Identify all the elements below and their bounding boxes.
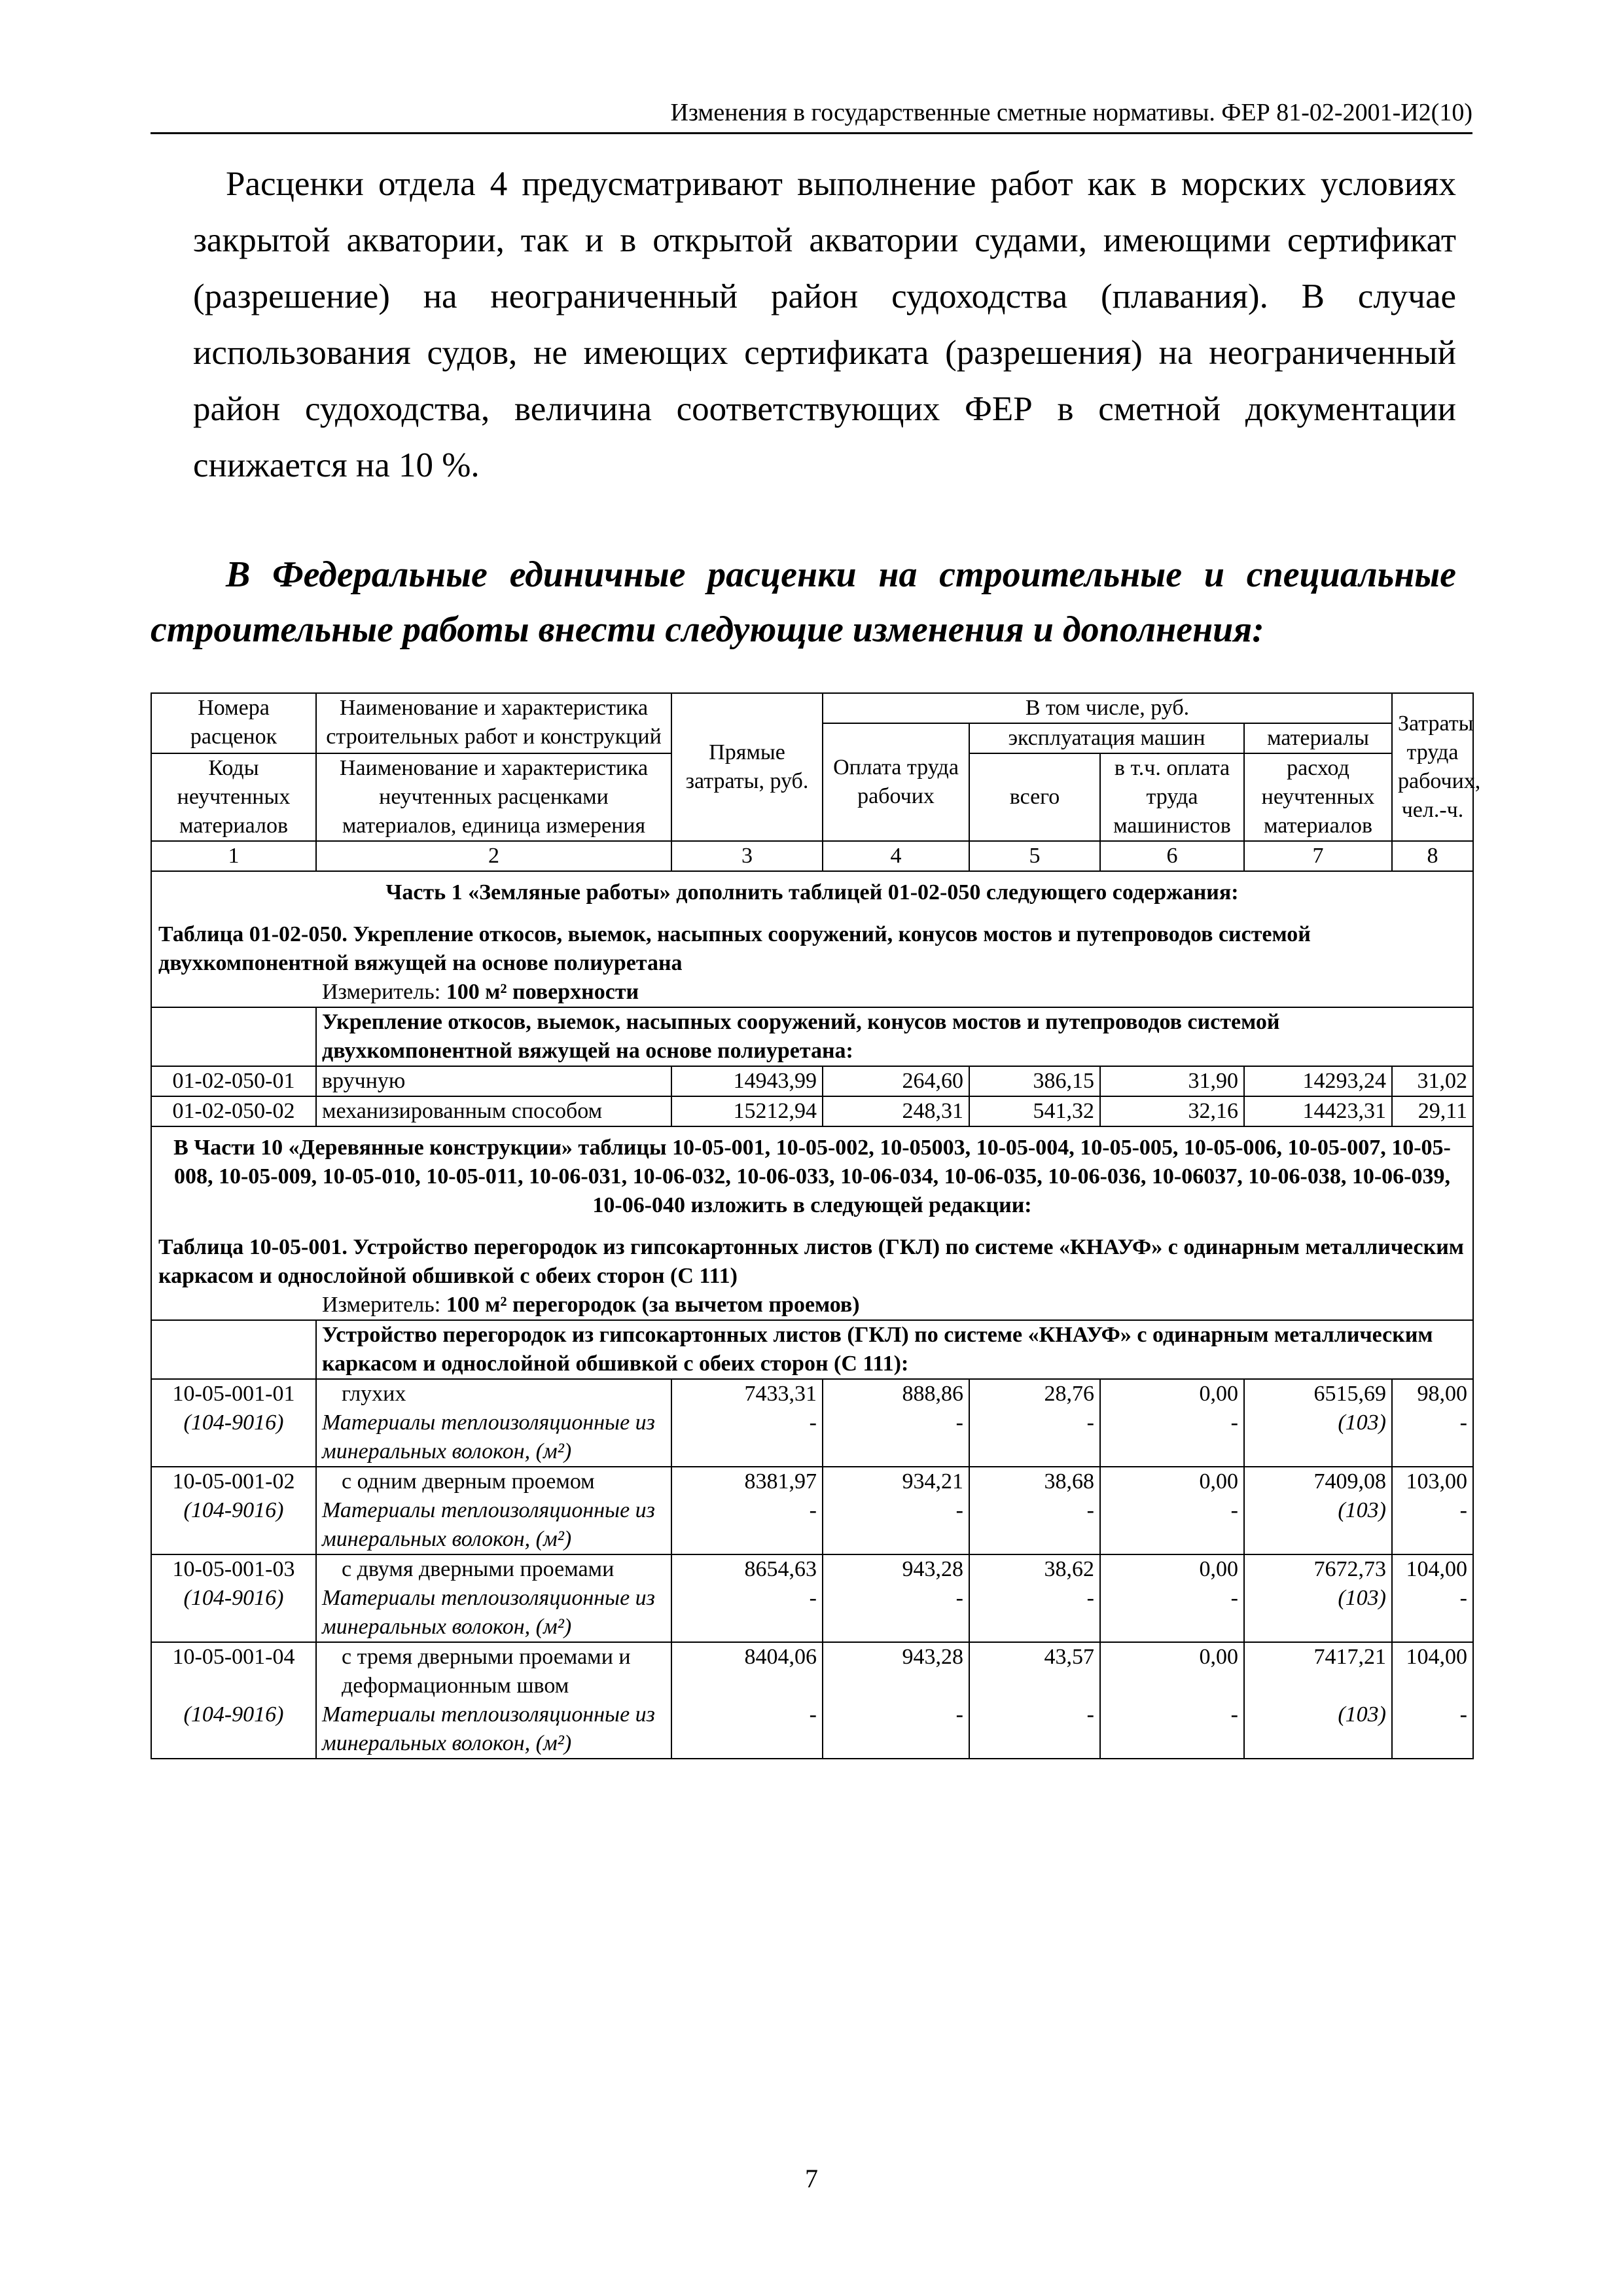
col-num: 7 <box>1244 841 1392 871</box>
machines-total: 386,15 <box>969 1066 1100 1096</box>
col6-header: в т.ч. оплата труда машинистов <box>1100 753 1244 841</box>
direct-costs-cell <box>671 1554 823 1642</box>
machinists-pay-cell <box>1100 1554 1244 1642</box>
dash: - <box>955 1498 963 1522</box>
materials: 14423,31 <box>1244 1096 1392 1126</box>
machinists-pay-cell <box>1100 1642 1244 1759</box>
machines-header: эксплуатация машин <box>969 723 1244 753</box>
dash: - <box>1459 1498 1467 1522</box>
table-row <box>151 1066 1473 1096</box>
direct-costs: 8381,97 <box>744 1469 817 1494</box>
part1-table-title-row <box>151 914 1473 978</box>
material-name: Материалы теплоизоляционные из минеральных волокон, (м²) <box>322 1498 655 1551</box>
machinists-pay: 31,90 <box>1100 1066 1244 1096</box>
materials: 7417,21 <box>1313 1645 1386 1669</box>
direct-costs: 15212,94 <box>671 1096 823 1126</box>
direct-costs-cell <box>671 1467 823 1554</box>
col-num: 1 <box>151 841 316 871</box>
table-row <box>151 1467 1473 1554</box>
material-quantity: (103) <box>1338 1410 1386 1435</box>
labor-hours-cell <box>1392 1642 1473 1759</box>
rate-name: глухих <box>342 1382 406 1406</box>
part10-measure <box>151 1291 1473 1320</box>
rate-name-cell <box>316 1642 671 1759</box>
col-num: 2 <box>316 841 671 871</box>
labor-pay: 934,21 <box>902 1469 963 1494</box>
materials-cell <box>1244 1554 1392 1642</box>
dash: - <box>1230 1702 1238 1727</box>
labor-pay: 888,86 <box>902 1382 963 1406</box>
direct-costs: 8404,06 <box>744 1645 817 1669</box>
labor-hours: 104,00 <box>1406 1645 1467 1669</box>
col2-top-header: Наименование и характеристика строительных работ и конструкций <box>316 693 671 753</box>
direct-costs: 8654,63 <box>744 1557 817 1581</box>
direct-costs: 7433,31 <box>744 1382 817 1406</box>
part1-table-name: Укрепление откосов, выемок, насыпных сооружений, конусов мостов и путепроводов системой двухкомпонентной вяжущей на основе полиуретана <box>158 922 1311 975</box>
material-name: Материалы теплоизоляционные из минеральных волокон, (м²) <box>322 1586 655 1639</box>
table-row <box>151 1642 1473 1759</box>
dash: - <box>1230 1586 1238 1610</box>
running-header: Изменения в государственные сметные нормативы. ФЕР 81-02-2001-И2(10) <box>151 93 1472 134</box>
rate-code: 01-02-050-01 <box>151 1066 316 1096</box>
table-row <box>151 1554 1473 1642</box>
dash: - <box>809 1702 817 1727</box>
labor-pay-cell <box>823 1379 969 1467</box>
labor-hours: 31,02 <box>1392 1066 1473 1096</box>
part1-measure-row <box>151 978 1473 1007</box>
labor-pay-cell <box>823 1642 969 1759</box>
labor-hours: 98,00 <box>1417 1382 1467 1406</box>
rate-code-cell <box>151 1642 316 1759</box>
part1-table-label: Таблица 01-02-050. <box>158 922 348 946</box>
emphasis-heading: В Федеральные единичные расценки на строительные и специальные строительные работы внести следующие изменения и дополнения: <box>151 554 1456 650</box>
labor-pay-cell <box>823 1467 969 1554</box>
dash: - <box>1459 1410 1467 1435</box>
table-header-row-1 <box>151 693 1473 723</box>
labor-hours-cell <box>1392 1379 1473 1467</box>
machines-total: 43,57 <box>1044 1645 1094 1669</box>
labor-pay-cell <box>823 1554 969 1642</box>
rate-code: 10-05-001-02 <box>172 1469 295 1494</box>
labor-hours: 104,00 <box>1406 1557 1467 1581</box>
direct-costs: 14943,99 <box>671 1066 823 1096</box>
machinists-pay: 0,00 <box>1199 1469 1238 1494</box>
rate-code-cell <box>151 1467 316 1554</box>
machines-total-cell <box>969 1642 1100 1759</box>
dash: - <box>1230 1410 1238 1435</box>
dash: - <box>955 1410 963 1435</box>
machines-total: 38,68 <box>1044 1469 1094 1494</box>
col5-header: всего <box>969 753 1100 841</box>
dash: - <box>1086 1702 1094 1727</box>
dash: - <box>809 1498 817 1522</box>
rate-name-cell <box>316 1379 671 1467</box>
col4-header: Оплата труда рабочих <box>823 723 969 841</box>
part1-measure <box>151 978 1473 1007</box>
machines-total: 28,76 <box>1044 1382 1094 1406</box>
dash: - <box>809 1410 817 1435</box>
material-code: (104-9016) <box>183 1498 284 1522</box>
materials: 7672,73 <box>1313 1557 1386 1581</box>
materials: 7409,08 <box>1313 1469 1386 1494</box>
rate-name-cell <box>316 1554 671 1642</box>
dash: - <box>1230 1498 1238 1522</box>
labor-pay: 264,60 <box>823 1066 969 1096</box>
column-number-row <box>151 841 1473 871</box>
labor-pay: 943,28 <box>902 1557 963 1581</box>
measure-value: 100 м² поверхности <box>446 980 639 1004</box>
part10-heading: В Части 10 «Деревянные конструкции» таблицы 10-05-001, 10-05-002, 10-05003, 10-05-004, 10-05-005, 10-05-006, 10-05-007, 10-05-008, 10-05-009, 10-05-010, 10-05-011, 10-06-031, 10-06-032, 10-06-033, 10-06-034, 10-06-035, 10-06-036, 10-06037, 10-06-038, 10-06-039, 10-06-040 изложить в следующей редакции: <box>151 1126 1473 1227</box>
col-num: 3 <box>671 841 823 871</box>
incl-header: В том числе, руб. <box>823 693 1392 723</box>
materials-cell <box>1244 1642 1392 1759</box>
dash: - <box>955 1702 963 1727</box>
material-code: (104-9016) <box>183 1586 284 1610</box>
machines-total-cell <box>969 1554 1100 1642</box>
part10-subtitle: Устройство перегородок из гипсокартонных листов (ГКЛ) по системе «КНАУФ» с одинарным металлическим каркасом и однослойной обшивкой с обеих сторон (С 111): <box>316 1320 1473 1379</box>
dash: - <box>1086 1586 1094 1610</box>
empty-cell <box>151 1320 316 1379</box>
rate-code: 10-05-001-03 <box>172 1557 295 1581</box>
col-num: 5 <box>969 841 1100 871</box>
rate-name: с тремя дверными проемами и деформационным швом <box>342 1645 631 1698</box>
material-name: Материалы теплоизоляционные из минеральных волокон, (м²) <box>322 1410 655 1463</box>
page-number: 7 <box>805 2164 818 2193</box>
part10-subtitle-row <box>151 1320 1473 1379</box>
empty-cell <box>151 1007 316 1066</box>
labor-pay: 248,31 <box>823 1096 969 1126</box>
materials-header: материалы <box>1244 723 1392 753</box>
dash: - <box>1086 1410 1094 1435</box>
col-num: 4 <box>823 841 969 871</box>
machines-total: 541,32 <box>969 1096 1100 1126</box>
material-name: Материалы теплоизоляционные из минеральных волокон, (м²) <box>322 1702 655 1755</box>
part10-table-title-row <box>151 1227 1473 1291</box>
rate-name: с двумя дверными проемами <box>342 1557 615 1581</box>
part10-table-title <box>151 1227 1473 1291</box>
table-row <box>151 1096 1473 1126</box>
dash: - <box>1086 1498 1094 1522</box>
part1-subtitle-row <box>151 1007 1473 1066</box>
labor-hours: 29,11 <box>1392 1096 1473 1126</box>
materials-cell <box>1244 1467 1392 1554</box>
dash: - <box>955 1586 963 1610</box>
materials: 14293,24 <box>1244 1066 1392 1096</box>
machines-total-cell <box>969 1467 1100 1554</box>
col-num: 6 <box>1100 841 1244 871</box>
machines-total-cell <box>969 1379 1100 1467</box>
measure-label: Измеритель: <box>322 1293 441 1317</box>
machinists-pay: 0,00 <box>1199 1557 1238 1581</box>
measure-label: Измеритель: <box>322 980 441 1004</box>
rate-code-cell <box>151 1379 316 1467</box>
part1-heading-row <box>151 871 1473 914</box>
direct-costs-cell <box>671 1379 823 1467</box>
labor-hours-cell <box>1392 1554 1473 1642</box>
machinists-pay: 0,00 <box>1199 1645 1238 1669</box>
materials: 6515,69 <box>1313 1382 1386 1406</box>
rate-code: 10-05-001-01 <box>172 1382 295 1406</box>
direct-costs-cell <box>671 1642 823 1759</box>
dash: - <box>1459 1702 1467 1727</box>
rates-table <box>151 692 1481 1759</box>
part1-subtitle: Укрепление откосов, выемок, насыпных сооружений, конусов мостов и путепроводов системой двухкомпонентной вяжущей на основе полиуретана: <box>316 1007 1473 1066</box>
machinists-pay: 0,00 <box>1199 1382 1238 1406</box>
materials-cell <box>1244 1379 1392 1467</box>
part10-measure-row <box>151 1291 1473 1320</box>
part1-table-title <box>151 914 1473 978</box>
col-num: 8 <box>1392 841 1473 871</box>
col8-header: Затраты труда рабочих, чел.-ч. <box>1392 693 1473 841</box>
machines-total: 38,62 <box>1044 1557 1094 1581</box>
labor-pay: 943,28 <box>902 1645 963 1669</box>
rate-name-cell <box>316 1467 671 1554</box>
measure-value: 100 м² перегородок (за вычетом проемов) <box>446 1293 860 1317</box>
rate-code-cell <box>151 1554 316 1642</box>
rate-code: 01-02-050-02 <box>151 1096 316 1126</box>
material-quantity: (103) <box>1338 1702 1386 1727</box>
col3-header: Прямые затраты, руб. <box>671 693 823 841</box>
col7-header: расход неучтенных материалов <box>1244 753 1392 841</box>
rate-code: 10-05-001-04 <box>172 1645 295 1669</box>
intro-paragraph: Расценки отдела 4 предусматривают выполнение работ как в морских условиях закрытой акватории, так и в открытой акватории судами, имеющими сертификат (разрешение) на неограниченный район судоходства (плавания). В случае использования судов, не имеющих сертификата (разрешения) на неограниченный район судоходства, величина соответствующих ФЕР в сметной документации снижается на 10 %. <box>193 165 1456 484</box>
material-quantity: (103) <box>1338 1498 1386 1522</box>
part10-table-label: Таблица 10-05-001. <box>158 1235 348 1259</box>
material-code: (104-9016) <box>183 1410 284 1435</box>
machinists-pay-cell <box>1100 1379 1244 1467</box>
part1-heading: Часть 1 «Земляные работы» дополнить таблицей 01-02-050 следующего содержания: <box>151 871 1473 914</box>
dash: - <box>809 1586 817 1610</box>
table-row <box>151 1379 1473 1467</box>
machinists-pay: 32,16 <box>1100 1096 1244 1126</box>
labor-hours: 103,00 <box>1406 1469 1467 1494</box>
rate-name: с одним дверным проемом <box>342 1469 595 1494</box>
rate-name: механизированным способом <box>316 1096 671 1126</box>
material-quantity: (103) <box>1338 1586 1386 1610</box>
col1-top-header: Номера расценок <box>151 693 316 753</box>
col2-bottom-header: Наименование и характеристика неучтенных расценками материалов, единица измерения <box>316 753 671 841</box>
part10-heading-row <box>151 1126 1473 1227</box>
dash: - <box>1459 1586 1467 1610</box>
col1-bottom-header: Коды неучтенных материалов <box>151 753 316 841</box>
part10-table-name: Устройство перегородок из гипсокартонных листов (ГКЛ) по системе «КНАУФ» с одинарным металлическим каркасом и однослойной обшивкой с обеих сторон (С 111) <box>158 1235 1464 1288</box>
machinists-pay-cell <box>1100 1467 1244 1554</box>
rate-name: вручную <box>316 1066 671 1096</box>
labor-hours-cell <box>1392 1467 1473 1554</box>
material-code: (104-9016) <box>183 1702 284 1727</box>
